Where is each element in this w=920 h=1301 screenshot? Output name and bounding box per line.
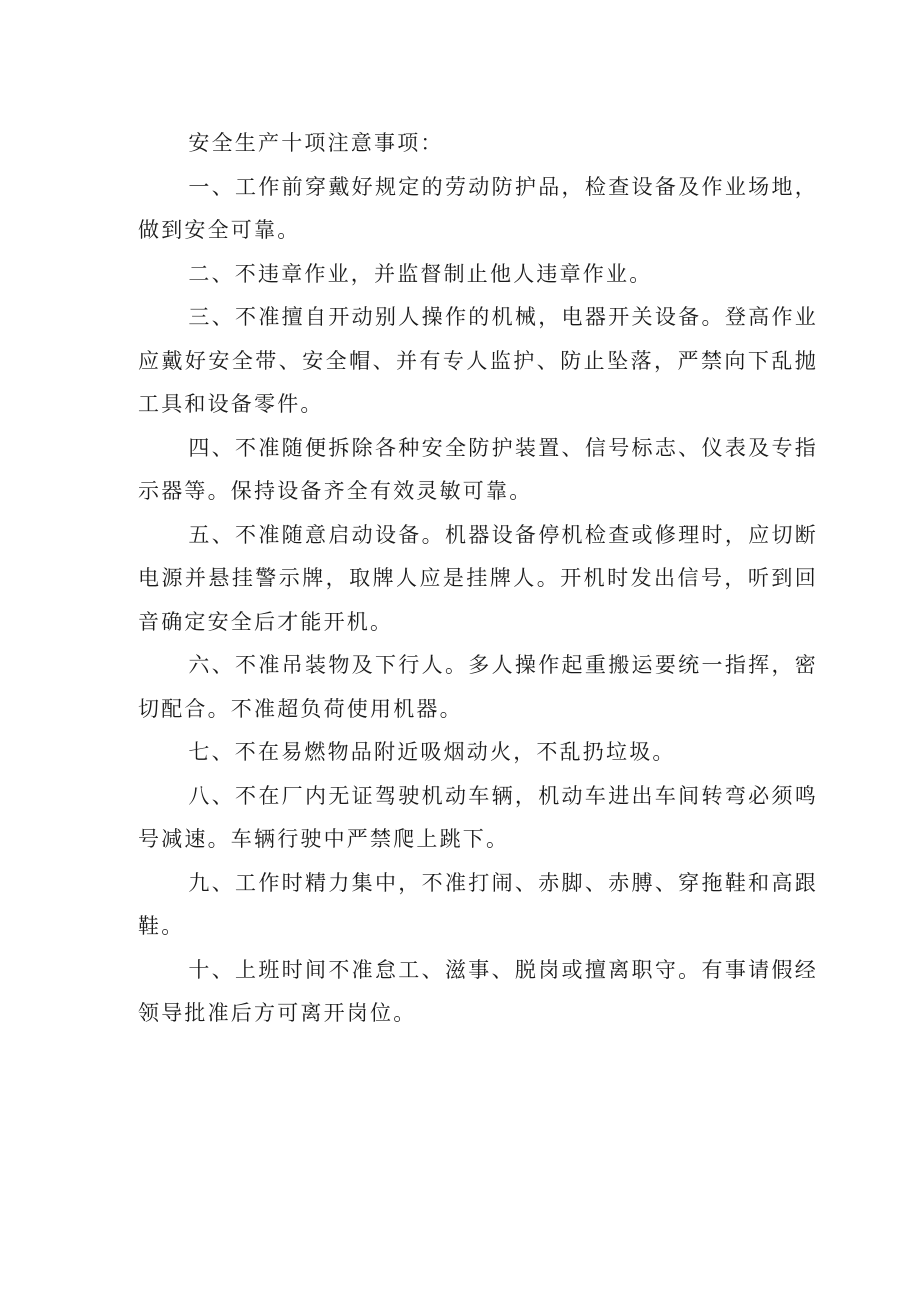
rule-item-8: 八、不在厂内无证驾驶机动车辆，机动车进出车间转弯必须鸣号减速。车辆行驶中严禁爬上跳下。 xyxy=(138,783,818,851)
rule-item-7: 七、不在易燃物品附近吸烟动火，不乱扔垃圾。 xyxy=(188,740,676,764)
rule-item-6: 六、不准吊装物及下行人。多人操作起重搬运要统一指挥，密切配合。不准超负荷使用机器。 xyxy=(138,653,818,721)
rule-item-5: 五、不准随意启动设备。机器设备停机检查或修理时，应切断电源并悬挂警示牌，取牌人应是挂牌人。开机时发出信号，听到回音确定安全后才能开机。 xyxy=(138,522,818,634)
rule-item-9: 九、工作时精力集中，不准打闹、赤脚、赤膊、穿拖鞋和高跟鞋。 xyxy=(138,870,818,938)
document-title: 安全生产十项注意事项： xyxy=(188,131,444,155)
rule-item-3: 三、不准擅自开动别人操作的机械，电器开关设备。登高作业应戴好安全带、安全帽、并有专人监护、防止坠落，严禁向下乱抛工具和设备零件。 xyxy=(138,305,818,416)
rule-item-2: 二、不违章作业，并监督制止他人违章作业。 xyxy=(188,261,653,286)
document-body xyxy=(138,122,818,1036)
rule-item-1: 一、工作前穿戴好规定的劳动防护品，检查设备及作业场地，做到安全可靠。 xyxy=(138,174,818,242)
rule-item-10: 十、上班时间不准怠工、滋事、脱岗或擅离职守。有事请假经领导批准后方可离开岗位。 xyxy=(138,957,818,1025)
rule-item-4: 四、不准随便拆除各种安全防护装置、信号标志、仪表及专指示器等。保持设备齐全有效灵敏可靠。 xyxy=(138,435,818,503)
